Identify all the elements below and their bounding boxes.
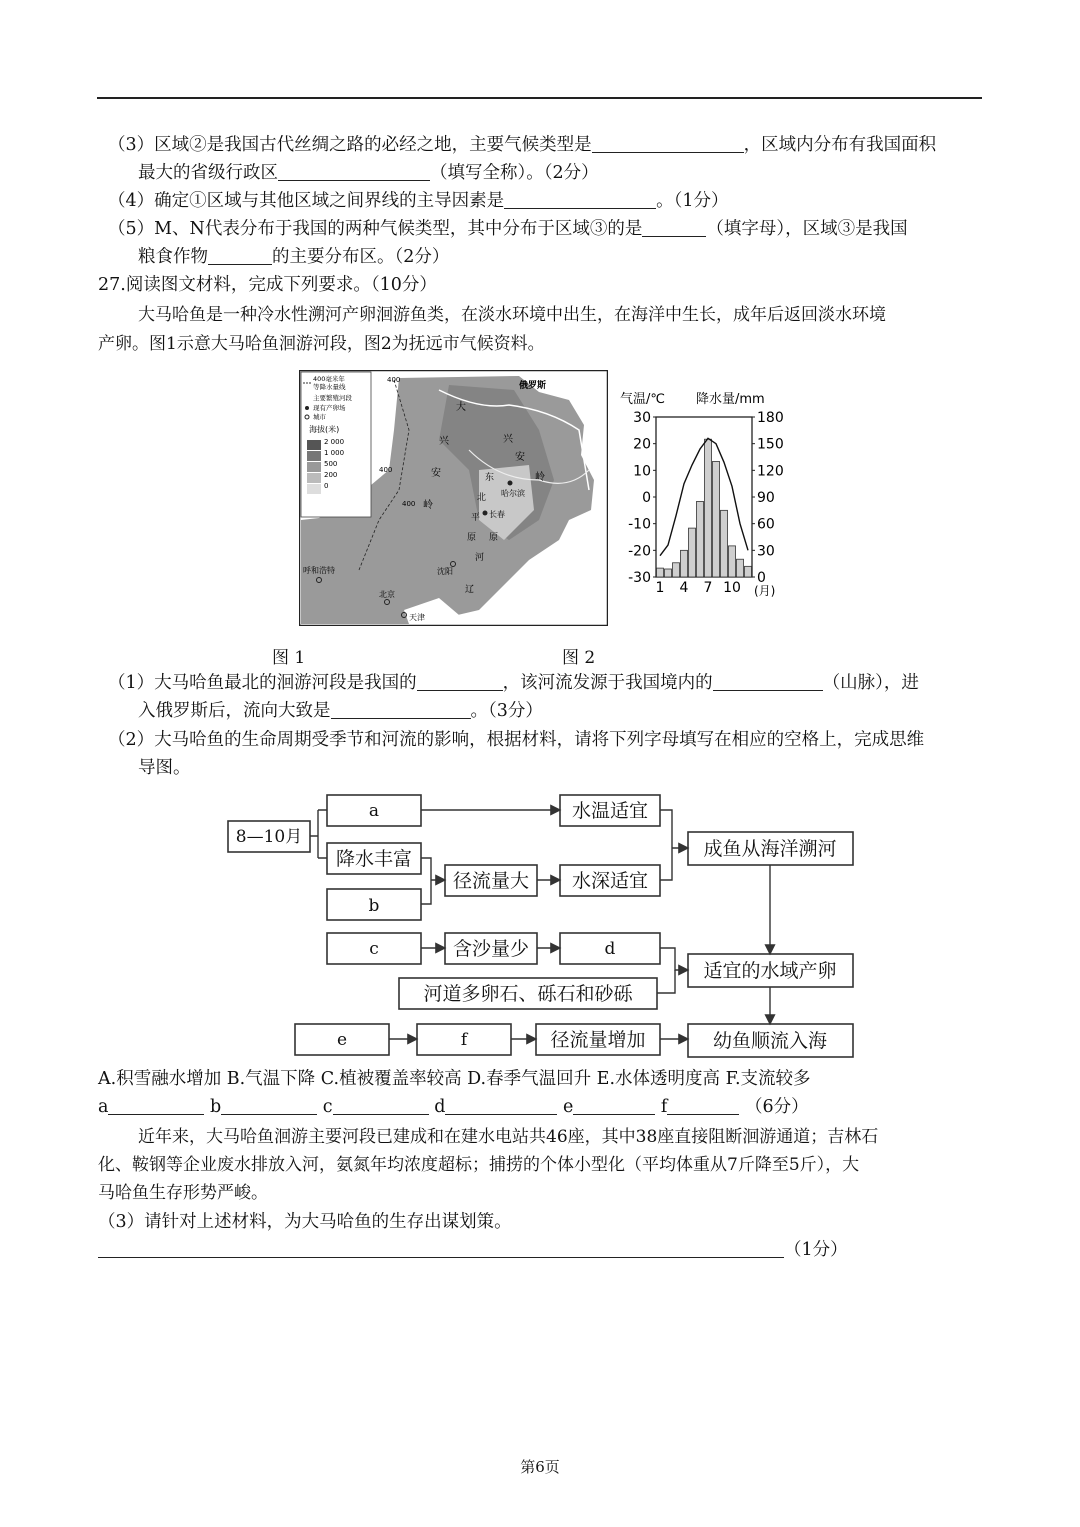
answer-blank-a[interactable] [108,1096,204,1115]
precip-bar [673,563,680,577]
elev-swatch [307,484,321,494]
temperature-line [660,438,748,555]
temp-tick-label: 0 [642,490,651,506]
isohyet-label: 400 [379,466,393,474]
elev-swatch [307,462,321,472]
mm-b: b [368,896,380,916]
answer-blank[interactable] [417,672,503,691]
label-beijing: 北京 [379,590,395,599]
precip-bar [697,501,704,577]
climate-ylabel-right: 降水量/mm [696,392,765,407]
mm-runoff: 径流量大 [452,870,530,892]
month-unit-label: (月) [754,584,776,598]
mm-e: e [336,1030,348,1050]
q5-line2: 粮食作物 的主要分布区。（2分） [138,247,450,267]
mm-a: a [368,801,380,821]
page-number: 第6页 [520,1458,560,1476]
elev-label: 1 000 [324,449,345,457]
month-tick-label: 4 [679,580,689,596]
temp-tick-label: 20 [633,436,651,453]
mm-spawn: 适宜的水域产卵 [703,960,837,982]
q27-3-answer: （1分） [98,1237,848,1263]
precip-tick-label: 180 [757,410,784,426]
label-ling: 岭 [423,500,433,511]
mm-d: d [604,939,616,959]
legend-item: 等降水量线 [313,383,346,391]
label-xing: 兴 [439,436,449,447]
mm-water-temp: 水温适宜 [571,800,649,822]
q27-1-line2: 入俄罗斯后，流向大致是 。（3分） [138,701,543,721]
answer-blank[interactable] [592,134,744,153]
q5-line1: （5）M、N代表分布于我国的两种气候类型，其中分布于区域③的是 （填字母），区域③是我国 [108,219,908,239]
answer-blank[interactable] [331,700,471,719]
elev-swatch [307,451,321,461]
precip-tick-label: 120 [757,463,784,480]
temp-tick-label: -20 [628,543,651,560]
month-tick-label: 7 [703,580,713,596]
material1-line1: 大马哈鱼是一种冷水性溯河产卵洄游鱼类，在淡水环境中出生，在海洋中生长，成年后返回淡水环境 [138,305,886,325]
mm-f: f [460,1030,468,1050]
q27-2-line2: 导图。 [138,758,191,778]
climate-plot-area [628,410,784,598]
label-he: 河 [475,553,485,563]
q27-3-line: （3）请针对上述材料，为大马哈鱼的生存出谋划策。 [98,1212,512,1232]
answer-blank[interactable] [208,246,272,265]
label-da: 大 [456,402,466,413]
q27-2-line1: （2）大马哈鱼的生命周期受季节和河流的影响，根据材料，请将下列字母填写在相应的空格上，完成思维 [108,730,925,750]
label-an: 安 [431,468,441,479]
temp-tick-label: -30 [628,570,651,586]
precip-bar [713,461,720,577]
mm-runoff-inc: 径流量增加 [550,1029,646,1051]
precip-bar [657,568,664,577]
mm-fry: 幼鱼顺流入海 [712,1030,828,1052]
precip-tick-label: 150 [757,436,784,453]
label-yuan: 原 [467,533,477,543]
answer-blank[interactable] [504,190,656,209]
mm-rain: 降水丰富 [335,848,413,870]
mm-water-depth: 水深适宜 [571,870,649,892]
label-harbin: 哈尔滨 [501,489,525,498]
label-russia: 俄罗斯 [519,381,547,391]
mm-adult: 成鱼从海洋溯河 [703,838,837,860]
precip-bar [729,546,736,577]
label-tianjin: 天津 [409,613,425,622]
answer-blank[interactable] [642,218,706,237]
precip-bar [737,559,744,577]
isohyet-label: 400 [387,376,401,384]
mm-months: 8—10月 [235,827,303,847]
q3-line1: （3）区域②是我国古代丝绸之路的必经之地，主要气候类型是 ，区域内分布有我国面积 [108,135,937,155]
label-hohhot: 呼和浩特 [303,566,335,575]
label-xiao-ling: 岭 [535,472,545,483]
answer-blank-d[interactable] [445,1096,557,1115]
legend-item: 现有产卵场 [313,404,346,412]
month-tick-label: 1 [655,580,665,596]
q3-line2: 最大的省级行政区 （填写全称）。（2分） [138,163,599,183]
answer-line: a b c d e f （6分） [98,1097,809,1117]
q4-line: （4）确定①区域与其他区域之间界线的主导因素是 。（1分） [108,191,729,211]
precip-bar [665,569,672,577]
elev-label: 2 000 [324,438,345,446]
spawning-ground-symbol [305,406,309,410]
figure1-caption: 图 1 [272,648,306,668]
temp-tick-label: 30 [633,410,651,426]
mind-map [225,792,865,1060]
answer-blank-b[interactable] [221,1096,317,1115]
figure2-caption: 图 2 [562,648,596,668]
city-marker [483,511,488,516]
label-dong: 东 [485,473,495,483]
material2-line2: 化、鞍钢等企业废水排放入河，氨氮年均浓度超标；捕捞的个体小型化（平均体重从7斤降至5斤），大 [98,1155,860,1175]
climate-chart [618,385,798,610]
temp-tick-label: 10 [633,463,651,480]
elev-label: 0 [324,482,329,490]
climate-ylabel-left: 气温/℃ [620,392,665,407]
material1-line2: 产卵。图1示意大马哈鱼洄游河段，图2为抚远市气候资料。 [98,334,545,354]
mm-sediment: 含沙量少 [452,938,530,960]
answer-blank-e[interactable] [573,1096,655,1115]
label-changchun: 长春 [489,510,505,519]
mm-riverbed: 河道多卵石、砾石和砂砾 [423,983,633,1005]
label-ping: 平 [471,513,481,523]
label-xiao-xing: 兴 [503,434,513,445]
precip-bar [689,528,696,577]
options-line: A.积雪融水增加 B.气温下降 C.植被覆盖率较高 D.春季气温回升 E.水体透明度高 F.支流较多 [98,1069,811,1089]
month-tick-label: 10 [723,580,741,596]
answer-blank[interactable] [278,162,430,181]
elev-swatch [307,440,321,450]
precip-bar [745,566,752,577]
legend-item: 城市 [313,413,326,421]
elev-label: 500 [324,460,338,468]
label-bei: 北 [477,493,487,503]
mm-c: c [369,939,379,959]
label-liao: 辽 [465,585,475,595]
city-marker [508,481,513,486]
q27-heading: 27.阅读图文材料，完成下列要求。（10分） [98,275,437,295]
answer-blank[interactable] [98,1239,784,1258]
legend-item: 400毫米年 [313,375,345,383]
material2-line3: 马哈鱼生存形势严峻。 [98,1183,268,1203]
precip-tick-label: 0 [757,570,766,586]
answer-blank-f[interactable] [667,1096,739,1115]
precip-tick-label: 60 [757,516,775,533]
precip-bar [705,439,712,577]
answer-blank-c[interactable] [333,1096,429,1115]
precip-tick-label: 30 [757,543,775,560]
elev-label: 200 [324,471,338,479]
fish-migration-map [299,370,608,626]
label-shenyang: 沈阳 [437,567,453,576]
q27-1-line1: （1）大马哈鱼最北的洄游河段是我国的 ，该河流发源于我国境内的 （山脉），进 [108,673,919,693]
label-xiao-an: 安 [515,452,525,463]
label-yuan2: 原 [489,533,499,543]
material2-line1: 近年来，大马哈鱼洄游主要河段已建成和在建水电站共46座，其中38座直接阻断洄游通道；吉林石 [138,1127,879,1147]
legend-elevation-head: 海拔(米) [309,425,340,434]
precip-tick-label: 90 [757,490,775,506]
answer-blank[interactable] [713,672,823,691]
precip-bar [681,550,688,577]
temp-tick-label: -10 [628,516,651,533]
precip-bar [721,510,728,577]
isohyet-label: 400 [402,500,416,508]
plot-frame [656,417,752,577]
header-rule [97,97,982,99]
legend-item: 主要繁殖河段 [313,394,352,402]
elev-swatch [307,473,321,483]
